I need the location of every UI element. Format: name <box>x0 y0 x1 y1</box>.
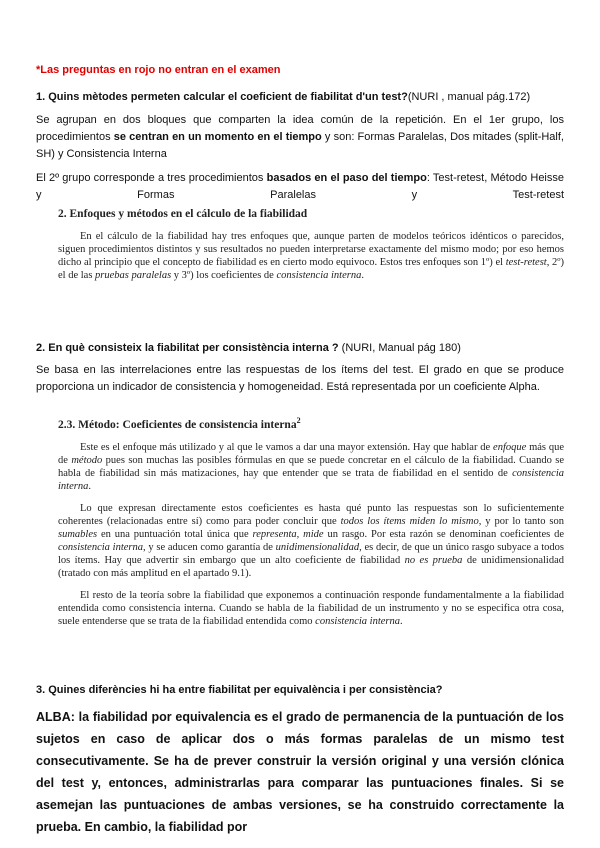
question-2-answer: Se basa en las interrelaciones entre las respuestas de los ítems del test. El grado en que se produce proporciona un indicador de consistencia y homogeneidad. Está representada por un coeficiente Alpha. <box>36 364 564 393</box>
scan-paragraph-3: El resto de la teoría sobre la fiabilidad que exponemos a continuación responde fundamentalmente a la fiabilidad entendida como consistencia interna. Cuando se habla de la fiabilidad de un instrumento y no se especifica otra cosa, suele entenderse que se trata de la fiabilidad entendida como consistencia interna. <box>58 589 564 627</box>
scan-paragraph-1: Este es el enfoque más utilizado y al que le vamos a dar una mayor extensión. Hay que hablar de enfoque más que de método pues son muchas las posibles fórmulas en que se puede concretar en el cálculo de la fiabilidad. Cuando se habla de fiabilidad sin más matizaciones, hay que entender que se trata de fiabilidad en el sentido de consistencia interna. <box>58 441 565 492</box>
question-2-title: 2. En què consisteix la fiabilitat per consistència interna ? (NURI, Manual pág 180) <box>36 342 461 354</box>
question-1-paragraph-1: Se agrupan en dos bloques que comparten la idea común de la repetición. En el 1er grupo, los procedimientos se centran en un momento en el tiempo y son: Formas Paralelas, Dos mitades (split-Half, SH) y Consistencia Interna <box>36 114 564 160</box>
scanned-excerpt-enfoques <box>58 208 564 291</box>
scanned-excerpt-consistencia <box>58 416 564 637</box>
question-1-text: 1. Quins mètodes permeten calcular el coeficient de fiabilitat d'un test? <box>36 91 408 103</box>
question-2-reference: (NURI, Manual pág 180) <box>338 342 461 354</box>
scan-paragraph-2: Lo que expresan directamente estos coeficientes es hasta qué punto las respuestas son lo suficientemente coherentes (relacionadas entre sí) como para poder concluir que todos los ítems miden lo mismo, y por lo tanto son sumables en una puntuación total única que representa, mide un rasgo. Por esta razón se denominan coeficientes de consistencia interna, y se aducen como garantía de unidimensionalidad, es decir, de que un único rasgo subyace a todos los ítems. Hay que advertir sin embargo que un alto coeficiente de fiabilidad no es prueba de unidimensionalidad (tratado con más amplitud en el apartado 9.1). <box>58 502 565 579</box>
scan-heading-enfoques: 2. Enfoques y métodos en el cálculo de la fiabilidad <box>58 208 308 220</box>
scan-paragraph-enfoques: En el cálculo de la fiabilidad hay tres enfoques que, aunque parten de modelos teóricos idénticos o parecidos, siguen procedimientos distintos y sus resultados no pueden interpretarse exactamente del mismo modo; por eso hemos dicho al principio que el concepto de fiabilidad es en cierto modo equivoco. Estos tres enfoques son 1º) el test-retest, 2º) el de las pruebas paralelas y 3º) los coeficientes de consistencia interna. <box>58 231 564 281</box>
question-1-title <box>36 90 564 105</box>
footnote-mark: 2 <box>296 416 301 425</box>
question-1-paragraph-2: El 2º grupo corresponde a tres procedimientos basados en el paso del tiempo: Test-retest, Método Heisse y Formas Paralelas y Test-retest <box>36 172 564 201</box>
question-3-answer: ALBA: la fiabilidad por equivalencia es el grado de permanencia de la puntuación de los sujetos en caso de aplicar dos o más formas paralelas de un mismo test consecutivamente. Se ha de prever construir la versión original y una versión clónica del test y, entonces, administrarlas para comparar las puntuaciones finales. Si se asemejan las puntuaciones de ambas versiones, se ha construido correctamente la prueba. En cambio, la fiabilidad por <box>36 710 564 834</box>
question-3-title: 3. Quines diferències hi ha entre fiabilitat per equivalència i per consistència? <box>36 684 443 696</box>
exam-note: *Las preguntas en rojo no entran en el examen <box>36 64 281 76</box>
question-1-reference: (NURI , manual pág.172) <box>407 91 531 103</box>
scan-heading-consistencia: 2.3. Método: Coeficientes de consistencia interna$^2$ <box>58 416 301 431</box>
